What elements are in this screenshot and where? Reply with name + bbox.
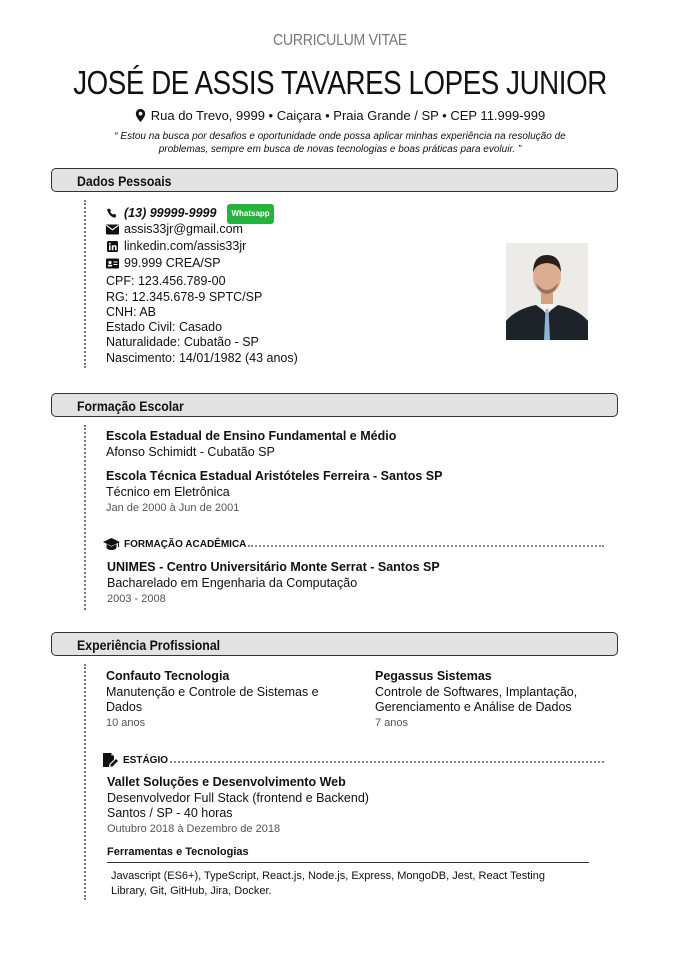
education-divider xyxy=(84,425,86,610)
address-text: Rua do Trevo, 9999 • Caiçara • Praia Grande / SP • CEP 11.999-999 xyxy=(150,108,546,123)
academic-subheader xyxy=(103,538,246,551)
linkedin-text[interactable]: linkedin.com/assis33jr xyxy=(124,239,247,253)
school2-period: Jan de 2000 à Jun de 2001 xyxy=(106,502,240,514)
section-experience xyxy=(51,632,618,656)
job1-years: 10 anos xyxy=(106,717,146,729)
section-experience-title: Experiência Profissional xyxy=(77,637,221,653)
job1-desc-line2: Dados xyxy=(106,700,143,714)
email-text[interactable]: assis33jr@gmail.com xyxy=(124,222,243,236)
university-period: 2003 - 2008 xyxy=(107,593,166,605)
phone-row xyxy=(106,204,274,224)
envelope-icon xyxy=(106,224,119,235)
birthdate-text: Nascimento: 14/01/1982 (43 anos) xyxy=(106,351,298,365)
job1-desc-line1: Manutenção e Controle de Sistemas e xyxy=(106,685,319,699)
personal-divider xyxy=(84,200,86,368)
job2-desc-line1: Controle de Softwares, Implantação, xyxy=(375,685,578,699)
university-name: UNIMES - Centro Universitário Monte Serrat - Santos SP xyxy=(107,560,440,574)
job2-company: Pegassus Sistemas xyxy=(375,669,492,683)
address-line xyxy=(0,108,680,123)
job1-company: Confauto Tecnologia xyxy=(106,669,230,683)
profile-photo xyxy=(506,243,588,340)
academic-dotted-line xyxy=(248,545,604,547)
tools-title: Ferramentas e Tecnologias xyxy=(107,846,249,858)
school2-course: Técnico em Eletrônica xyxy=(106,485,230,499)
cv-label: CURRICULUM VITAE xyxy=(273,32,407,49)
section-education-title: Formação Escolar xyxy=(77,398,184,414)
tools-list xyxy=(107,862,589,899)
internship-period: Outubro 2018 à Dezembro de 2018 xyxy=(107,823,281,835)
birthplace-text: Naturalidade: Cubatão - SP xyxy=(106,335,259,349)
id-card-icon xyxy=(106,258,119,269)
location-pin-icon xyxy=(135,109,146,122)
internship-subheader xyxy=(103,753,168,768)
linkedin-row xyxy=(106,239,246,255)
tools-line2: Library, Git, GitHub, Jira, Docker. xyxy=(111,885,272,897)
linkedin-icon xyxy=(106,241,119,252)
internship-place: Santos / SP - 40 horas xyxy=(107,806,233,820)
job2-years: 7 anos xyxy=(375,717,409,729)
university-course: Bacharelado em Engenharia da Computação xyxy=(107,576,358,590)
internship-role: Desenvolvedor Full Stack (frontend e Backend) xyxy=(107,791,369,805)
phone-number: (13) 99999-9999 xyxy=(124,206,217,220)
crea-row xyxy=(106,256,221,272)
school1-name: Escola Estadual de Ensino Fundamental e Médio xyxy=(106,429,397,443)
whatsapp-badge[interactable]: Whatsapp xyxy=(227,204,273,224)
academic-label: FORMAÇÃO ACADÊMICA xyxy=(124,539,247,550)
tools-line1: Javascript (ES6+), TypeScript, React.js, Node.js, Express, MongoDB, Jest, React Testing xyxy=(111,870,545,882)
internship-company: Vallet Soluções e Desenvolvimento Web xyxy=(107,775,346,789)
job2-desc-line2: Gerenciamento e Análise de Dados xyxy=(375,700,572,714)
civil-status-text: Estado Civil: Casado xyxy=(106,320,223,334)
section-personal-title: Dados Pessoais xyxy=(77,173,172,189)
section-personal xyxy=(51,168,618,192)
school2-name: Escola Técnica Estadual Aristóteles Ferreira - Santos SP xyxy=(106,469,443,483)
school1-detail: Afonso Schimidt - Cubatão SP xyxy=(106,445,275,459)
quote: “ Estou na busca por desafios e oportunidade onde possa aplicar minhas experiência na resolução de problemas, sempre em busca de novas tecnologias e boas práticas para evoluir. ” xyxy=(114,131,566,155)
email-row xyxy=(106,222,243,238)
cpf-text: CPF: 123.456.789-00 xyxy=(106,274,226,288)
internship-label: ESTÁGIO xyxy=(123,755,169,766)
document-edit-icon xyxy=(103,753,119,768)
phone-icon xyxy=(106,208,119,219)
section-education xyxy=(51,393,618,417)
cnh-text: CNH: AB xyxy=(106,305,157,319)
experience-divider xyxy=(84,664,86,900)
crea-text: 99.999 CREA/SP xyxy=(124,256,221,270)
internship-dotted-line xyxy=(170,761,604,763)
graduation-cap-icon xyxy=(103,538,120,551)
candidate-name: JOSÉ DE ASSIS TAVARES LOPES JUNIOR xyxy=(73,64,607,101)
rg-text: RG: 12.345.678-9 SPTC/SP xyxy=(106,290,263,304)
